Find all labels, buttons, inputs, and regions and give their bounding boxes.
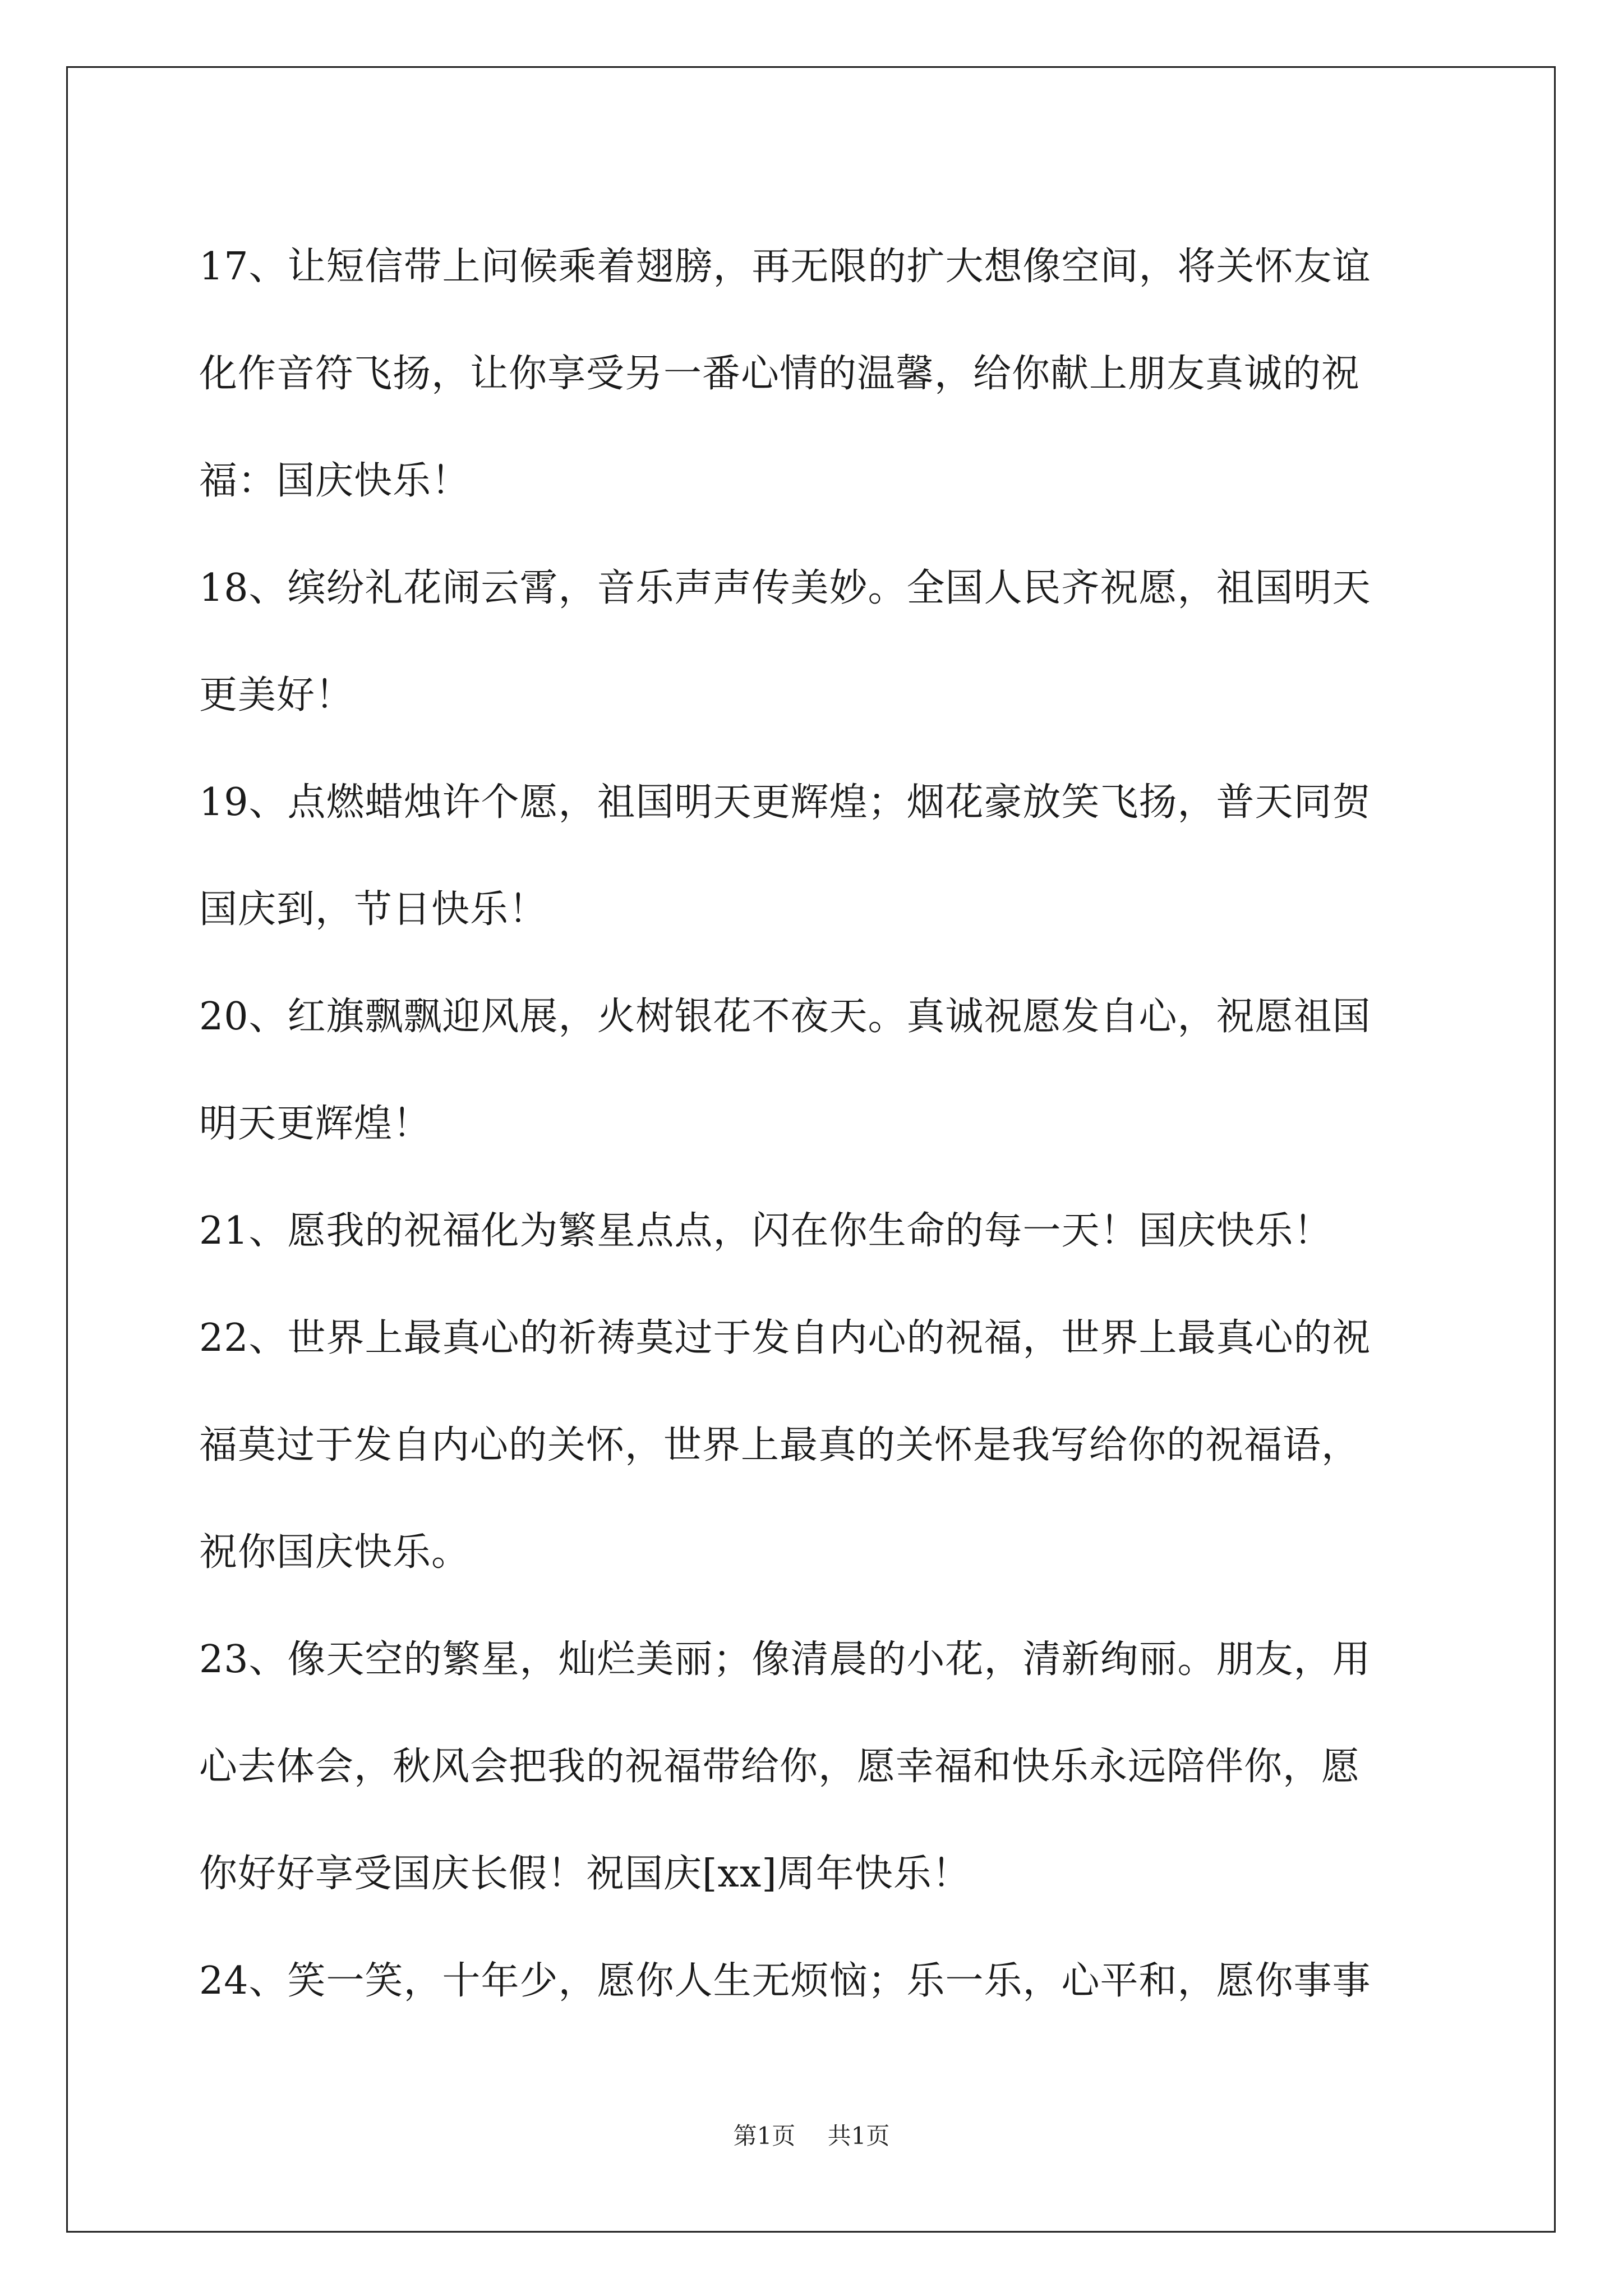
text-line: 21、愿我的祝福化为繁星点点，闪在你生命的每一天！国庆快乐！ [199,1209,1332,1253]
text-line: 23、像天空的繁星，灿烂美丽；像清晨的小花，清新绚丽。朋友，用 [199,1637,1371,1682]
text-line: 化作音符飞扬，让你享受另一番心情的温馨，给你献上朋友真诚的祝 [199,352,1361,396]
text-line: 心去体会，秋风会把我的祝福带给你，愿幸福和快乐永远陪伴你，愿 [199,1745,1361,1789]
page-footer [0,2118,1623,2151]
page-number-total: 共1页 [827,2122,890,2150]
text-line: 祝你国庆快乐。 [199,1530,471,1575]
text-line: 17、让短信带上问候乘着翅膀，再无限的扩大想像空间，将关怀友谊 [199,245,1371,289]
text-line: 22、世界上最真心的祈祷莫过于发自内心的祝福，世界上最真心的祝 [199,1316,1371,1360]
text-line: 国庆到，节日快乐！ [199,887,548,932]
text-line: 18、缤纷礼花闹云霄，音乐声声传美妙。全国人民齐祝愿，祖国明天 [199,566,1371,610]
text-line: 19、点燃蜡烛许个愿，祖国明天更辉煌；烟花豪放笑飞扬，普天同贺 [199,780,1371,825]
text-line: 更美好！ [199,673,354,717]
text-line: 24、笑一笑，十年少，愿你人生无烦恼；乐一乐，心平和，愿你事事 [199,1959,1371,2003]
text-line: 福莫过于发自内心的关怀，世界上最真的关怀是我写给你的祝福语， [199,1423,1361,1467]
text-line: 福：国庆快乐！ [199,459,471,503]
text-line: 明天更辉煌！ [199,1102,432,1146]
text-line: 你好好享受国庆长假！祝国庆[xx]周年快乐！ [199,1852,971,1896]
document-body [199,213,1433,2035]
text-line: 20、红旗飘飘迎风展，火树银花不夜天。真诚祝愿发自心，祝愿祖国 [199,995,1371,1039]
page-number-current: 第1页 [733,2122,796,2150]
